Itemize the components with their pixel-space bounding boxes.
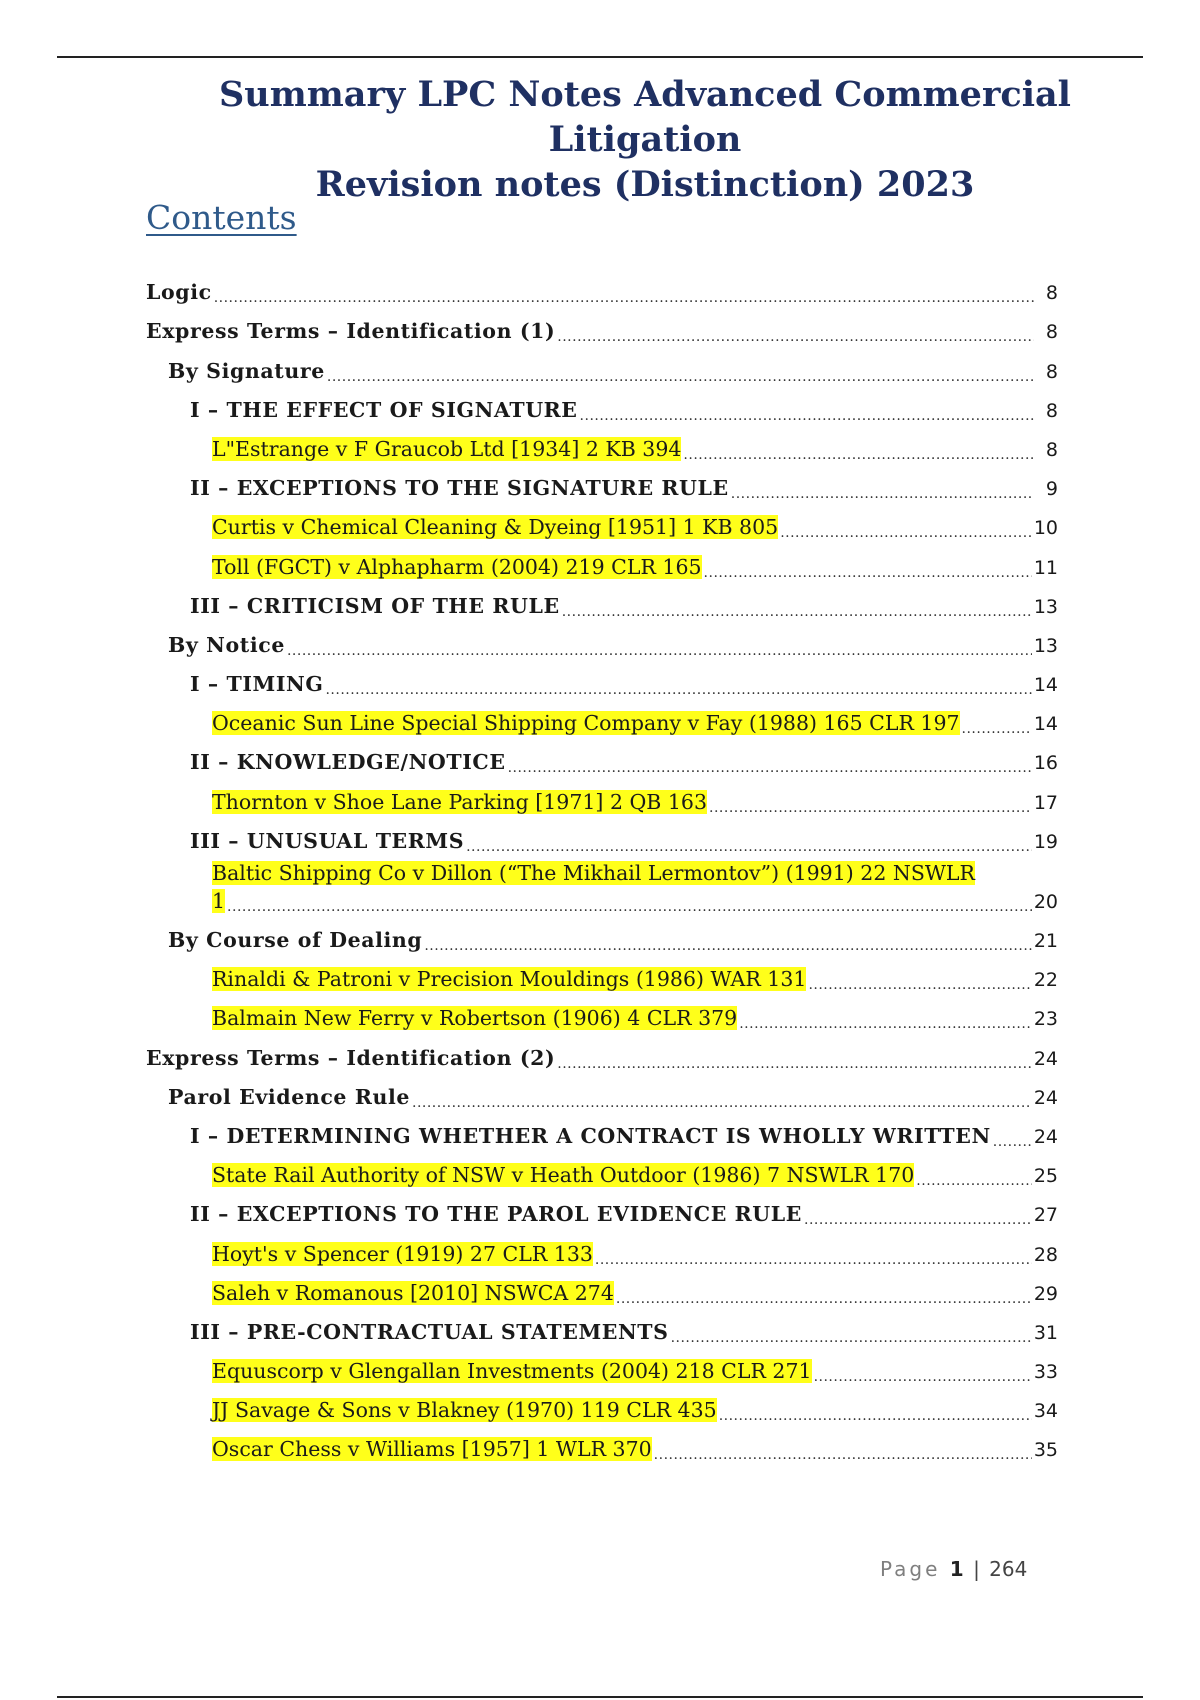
toc-heading-entry[interactable] <box>146 461 1058 500</box>
toc-page-number: 33 <box>1033 1361 1058 1384</box>
toc-entry-label: III – UNUSUAL TERMS <box>190 828 465 853</box>
toc-entry-label: Hoyt's v Spencer (1919) 27 CLR 133 <box>212 1241 593 1266</box>
toc-heading-entry[interactable] <box>146 304 1058 343</box>
toc-heading-entry[interactable] <box>146 1187 1058 1226</box>
toc-entry-label: II – KNOWLEDGE/NOTICE <box>190 750 506 775</box>
toc-entry-label: JJ Savage & Sons v Blakney (1970) 119 CLR 435 <box>212 1398 717 1423</box>
toc-entry-label: Baltic Shipping Co v Dillon (“The Mikhail Lermontov”) (1991) 22 NSWLR <box>212 860 975 885</box>
toc-heading-entry[interactable] <box>146 1305 1058 1344</box>
toc-case-entry[interactable] <box>146 1344 1058 1383</box>
page-word: Page <box>880 1557 941 1581</box>
toc-entry-label: Logic <box>146 280 212 305</box>
table-of-contents <box>146 265 1058 1461</box>
toc-entry-label: Balmain New Ferry v Robertson (1906) 4 CLR 379 <box>212 1006 738 1031</box>
toc-entry-label: State Rail Authority of NSW v Heath Outdoor (1986) 7 NSWLR 170 <box>212 1163 915 1188</box>
toc-case-entry[interactable] <box>146 774 1058 813</box>
bottom-rule <box>57 1696 1143 1698</box>
toc-page-number: 10 <box>1033 517 1058 540</box>
toc-entry-label: Express Terms – Identification (1) <box>146 319 556 344</box>
toc-page-number: 11 <box>1033 556 1058 579</box>
toc-page-number: 29 <box>1033 1282 1058 1305</box>
toc-entry-label: Oscar Chess v Williams [1957] 1 WLR 370 <box>212 1437 652 1462</box>
toc-heading-entry[interactable] <box>146 343 1058 382</box>
toc-entry-label: I – THE EFFECT OF SIGNATURE <box>190 397 578 422</box>
toc-case-entry[interactable] <box>146 696 1058 735</box>
page-number: 1 <box>949 1557 964 1581</box>
toc-entry-label: Parol Evidence Rule <box>168 1084 410 1109</box>
toc-leader-dots <box>709 792 1032 814</box>
toc-leader-dots <box>412 1087 1032 1109</box>
toc-entry-label: Curtis v Chemical Cleaning & Dyeing [1951] 1 KB 805 <box>212 515 779 540</box>
toc-heading-entry[interactable] <box>146 735 1058 774</box>
toc-page-number: 25 <box>1033 1165 1058 1188</box>
toc-leader-dots <box>671 1322 1032 1344</box>
toc-page-number: 8 <box>1045 360 1058 383</box>
toc-case-entry[interactable] <box>146 1148 1058 1187</box>
toc-page-number: 17 <box>1033 791 1058 814</box>
toc-case-entry[interactable] <box>146 991 1058 1030</box>
toc-page-number: 24 <box>1033 1125 1058 1148</box>
title-line-2: Revision notes (Distinction) 2023 <box>315 164 975 205</box>
toc-entry-label: Express Terms – Identification (2) <box>146 1045 556 1070</box>
toc-page-number: 23 <box>1033 1008 1058 1031</box>
toc-heading-entry[interactable] <box>146 618 1058 657</box>
toc-case-entry[interactable] <box>146 853 1058 913</box>
toc-leader-dots <box>466 831 1032 853</box>
toc-case-entry[interactable] <box>146 500 1058 539</box>
toc-heading-entry[interactable] <box>146 1109 1058 1148</box>
toc-page-number: 8 <box>1045 399 1058 422</box>
page-separator: | <box>973 1557 980 1581</box>
toc-leader-dots <box>557 321 1034 343</box>
toc-leader-dots <box>993 1126 1032 1148</box>
toc-entry-label: II – EXCEPTIONS TO THE PAROL EVIDENCE RULE <box>190 1202 803 1227</box>
toc-page-number: 8 <box>1045 282 1058 305</box>
toc-page-number: 22 <box>1033 969 1058 992</box>
toc-leader-dots <box>814 1361 1032 1383</box>
toc-heading-entry[interactable] <box>146 1030 1058 1069</box>
toc-entry-label: Toll (FGCT) v Alphapharm (2004) 219 CLR 165 <box>212 554 702 579</box>
toc-entry-label: I – DETERMINING WHETHER A CONTRACT IS WHOLLY WRITTEN <box>190 1123 991 1148</box>
toc-page-number: 14 <box>1033 713 1058 736</box>
toc-leader-dots <box>780 517 1032 539</box>
toc-leader-dots <box>562 596 1032 618</box>
toc-entry-label: III – PRE-CONTRACTUAL STATEMENTS <box>190 1319 669 1344</box>
toc-page-number: 8 <box>1045 321 1058 344</box>
toc-leader-dots <box>916 1165 1032 1187</box>
toc-page-number: 24 <box>1033 1047 1058 1070</box>
top-rule <box>57 56 1143 58</box>
toc-case-entry[interactable] <box>146 1422 1058 1461</box>
toc-entry-label: Saleh v Romanous [2010] NSWCA 274 <box>212 1280 614 1305</box>
toc-leader-dots <box>654 1439 1032 1461</box>
toc-page-number: 21 <box>1033 930 1058 952</box>
toc-leader-dots <box>327 361 1034 383</box>
toc-leader-dots <box>719 1400 1032 1422</box>
toc-heading-entry[interactable] <box>146 579 1058 618</box>
toc-heading-entry[interactable] <box>146 265 1058 304</box>
toc-heading-entry[interactable] <box>146 383 1058 422</box>
toc-leader-dots <box>595 1244 1032 1266</box>
toc-entry-label: By Notice <box>168 632 285 657</box>
toc-entry-label: III – CRITICISM OF THE RULE <box>190 593 560 618</box>
toc-case-entry[interactable] <box>146 1383 1058 1422</box>
toc-leader-dots <box>424 930 1031 952</box>
toc-leader-dots <box>287 635 1032 657</box>
toc-heading-entry[interactable] <box>146 1070 1058 1109</box>
toc-leader-dots <box>508 752 1032 774</box>
toc-entry-label: Oceanic Sun Line Special Shipping Company v Fay (1988) 165 CLR 197 <box>212 711 960 736</box>
toc-leader-dots <box>325 674 1031 696</box>
toc-leader-dots <box>616 1283 1032 1305</box>
toc-leader-dots <box>804 1204 1032 1226</box>
toc-leader-dots <box>683 439 1034 461</box>
toc-page-number: 31 <box>1033 1321 1058 1344</box>
toc-case-entry[interactable] <box>146 422 1058 461</box>
toc-leader-dots <box>227 891 1032 913</box>
toc-page-number: 35 <box>1033 1439 1058 1462</box>
toc-page-number: 24 <box>1033 1086 1058 1109</box>
toc-entry-label: Thornton v Shoe Lane Parking [1971] 2 QB 163 <box>212 789 708 814</box>
toc-heading-entry[interactable] <box>146 657 1058 696</box>
toc-entry-label: By Course of Dealing <box>168 928 423 952</box>
toc-page-number: 16 <box>1033 752 1058 775</box>
toc-leader-dots <box>580 400 1034 422</box>
toc-page-number: 14 <box>1033 674 1058 697</box>
toc-page-number: 20 <box>1033 890 1058 913</box>
toc-case-entry[interactable] <box>146 1226 1058 1265</box>
toc-page-number: 13 <box>1033 595 1058 618</box>
toc-entry-label: Equuscorp v Glengallan Investments (2004) 218 CLR 271 <box>212 1359 812 1384</box>
toc-heading-entry[interactable] <box>146 814 1058 853</box>
toc-page-number: 28 <box>1033 1243 1058 1266</box>
toc-entry-label: By Signature <box>168 358 325 383</box>
toc-leader-dots <box>557 1048 1032 1070</box>
toc-entry-label: II – EXCEPTIONS TO THE SIGNATURE RULE <box>190 476 729 501</box>
toc-leader-dots <box>808 969 1031 991</box>
toc-page-number: 27 <box>1033 1204 1058 1227</box>
document-title <box>150 72 1140 207</box>
toc-case-entry[interactable] <box>146 952 1058 991</box>
toc-page-number: 34 <box>1033 1400 1058 1423</box>
toc-leader-dots <box>739 1008 1032 1030</box>
toc-leader-dots <box>962 713 1032 735</box>
contents-heading: Contents <box>146 198 297 237</box>
total-pages: 264 <box>989 1557 1028 1581</box>
toc-entry-label: I – TIMING <box>190 672 324 697</box>
toc-entry-label: Rinaldi & Patroni v Precision Mouldings (1986) WAR 131 <box>212 967 807 992</box>
toc-page-number: 8 <box>1045 438 1058 461</box>
toc-page-number: 19 <box>1033 830 1058 853</box>
page-footer <box>880 1557 1027 1581</box>
toc-leader-dots <box>731 478 1034 500</box>
toc-leader-dots <box>214 282 1034 304</box>
toc-entry-label-continued: 1 <box>212 888 226 913</box>
toc-leader-dots <box>704 557 1032 579</box>
toc-page-number: 9 <box>1045 478 1058 501</box>
toc-page-number: 13 <box>1033 634 1058 657</box>
toc-case-entry[interactable] <box>146 1266 1058 1305</box>
title-line-1: Summary LPC Notes Advanced Commercial Litigation <box>219 74 1071 160</box>
toc-entry-label: L"Estrange v F Graucob Ltd [1934] 2 KB 394 <box>212 436 682 461</box>
toc-heading-entry[interactable] <box>146 913 1058 952</box>
toc-case-entry[interactable] <box>146 539 1058 578</box>
